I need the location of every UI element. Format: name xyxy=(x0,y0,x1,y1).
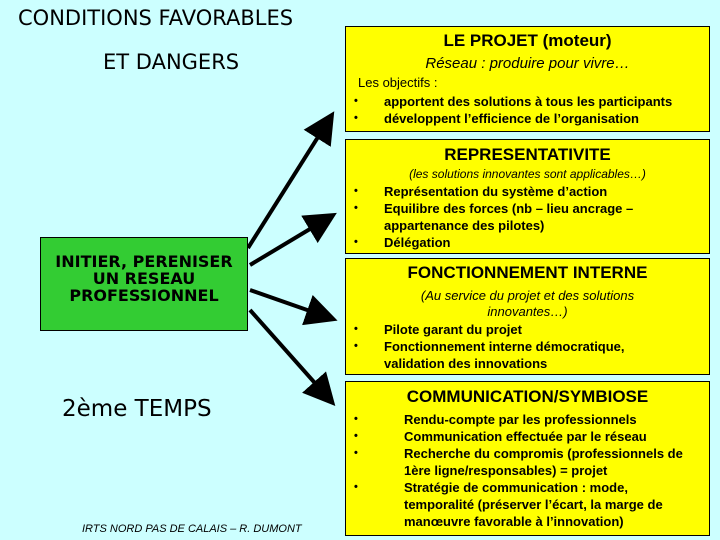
center-box-reseau xyxy=(40,237,248,331)
communication-item: • Communication effectuée par le réseau xyxy=(354,429,647,444)
projet-list xyxy=(354,93,704,127)
footer-credit: IRTS NORD PAS DE CALAIS – R. DUMONT xyxy=(82,523,302,535)
center-line-3: PROFESSIONNEL xyxy=(69,286,219,305)
representativite-heading: REPRESENTATIVITE xyxy=(444,145,611,164)
representativite-subtitle: (les solutions innovantes sont applicables…) xyxy=(409,167,646,181)
projet-item: • apportent des solutions à tous les participants xyxy=(354,94,673,109)
center-line-2: UN RESEAU xyxy=(92,269,196,288)
communication-item: • Rendu-compte par les professionnels xyxy=(354,412,637,427)
bullet-dot: • xyxy=(354,340,358,352)
title-dangers: ET DANGERS xyxy=(103,50,240,74)
fonctionnement-list xyxy=(354,321,684,372)
projet-subtitle: Réseau : produire pour vivre… xyxy=(425,55,630,72)
bullet-dot: • xyxy=(354,112,358,124)
bullet-dot: • xyxy=(354,202,358,214)
bullet-dot: • xyxy=(354,323,358,335)
projet-heading: LE PROJET (moteur) xyxy=(443,31,612,50)
box-projet xyxy=(345,26,710,132)
representativite-item: • Equilibre des forces (nb – lieu ancrage – appartenance des pilotes) xyxy=(354,201,634,233)
fonctionnement-subtitle: (Au service du projet et des solutions innovantes…) xyxy=(420,288,635,319)
communication-list xyxy=(354,411,694,530)
arrow-to-fonctionnement xyxy=(250,290,330,318)
title-conditions: CONDITIONS FAVORABLES xyxy=(18,6,294,30)
representativite-item: • Délégation xyxy=(354,235,451,250)
bullet-dot: • xyxy=(354,430,358,442)
fonctionnement-heading: FONCTIONNEMENT INTERNE xyxy=(407,263,648,282)
bullet-dot: • xyxy=(354,185,358,197)
box-communication xyxy=(345,381,710,536)
fonctionnement-item: • Pilote garant du projet xyxy=(354,322,522,337)
arrow-to-communication xyxy=(250,310,330,400)
projet-intro: Les objectifs : xyxy=(358,75,438,90)
second-time-label: 2ème TEMPS xyxy=(62,396,212,422)
representativite-item: • Représentation du système d’action xyxy=(354,184,608,199)
fonctionnement-item: • Fonctionnement interne démocratique, validation des innovations xyxy=(354,339,625,371)
bullet-dot: • xyxy=(354,95,358,107)
communication-item: • Recherche du compromis (professionnels de 1ère ligne/responsables) = projet xyxy=(354,446,683,478)
center-line-1: INITIER, PERENISER xyxy=(55,252,233,271)
bullet-dot: • xyxy=(354,413,358,425)
communication-item: • Stratégie de communication : mode, temporalité (préserver l’écart, la marge de manœuvre favorable à l’innovation) xyxy=(354,480,663,529)
box-fonctionnement xyxy=(345,258,710,375)
bullet-dot: • xyxy=(354,447,358,459)
bullet-dot: • xyxy=(354,236,358,248)
projet-item: • développent l’efficience de l’organisation xyxy=(354,111,639,126)
communication-heading: COMMUNICATION/SYMBIOSE xyxy=(406,387,649,406)
representativite-list xyxy=(354,183,669,251)
box-representativite xyxy=(345,139,710,254)
arrow-to-projet xyxy=(248,118,330,248)
bullet-dot: • xyxy=(354,481,358,493)
